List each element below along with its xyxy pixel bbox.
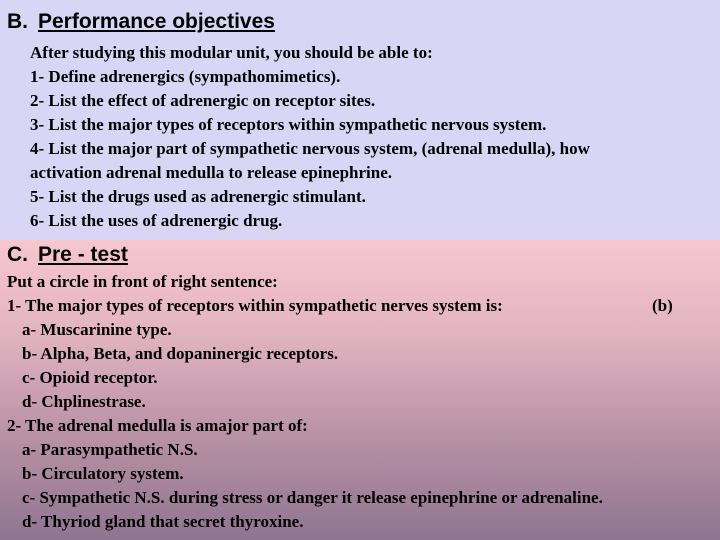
- section-c-letter: C.: [7, 243, 28, 266]
- question-1-answer: (b): [652, 296, 673, 315]
- question-1-option: a- Muscarinine type.: [22, 320, 172, 339]
- section-c-heading: [7, 243, 128, 267]
- objective-item: 5- List the drugs used as adrenergic stimulant.: [30, 187, 366, 206]
- section-c-title: Pre - test: [38, 243, 128, 266]
- section-b-title: Performance objectives: [38, 10, 275, 33]
- objectives-intro: After studying this modular unit, you should be able to:: [30, 43, 433, 62]
- question-2-option: a- Parasympathetic N.S.: [22, 440, 198, 459]
- question-1-option: c- Opioid receptor.: [22, 368, 158, 387]
- pretest-instruction: Put a circle in front of right sentence:: [7, 272, 278, 291]
- question-1-option: b- Alpha, Beta, and dopaninergic receptors.: [22, 344, 339, 363]
- pretest-list: [7, 270, 673, 534]
- objective-item: 1- Define adrenergics (sympathomimetics).: [30, 67, 341, 86]
- question-1-text: 1- The major types of receptors within sympathetic nerves system is:: [7, 296, 503, 315]
- question-2-option: d- Thyriod gland that secret thyroxine.: [22, 512, 304, 531]
- question-2-text: 2- The adrenal medulla is amajor part of:: [7, 416, 308, 435]
- section-b-letter: B.: [7, 10, 28, 33]
- objective-item: 2- List the effect of adrenergic on receptor sites.: [30, 91, 376, 110]
- objective-item: 3- List the major types of receptors within sympathetic nervous system.: [30, 115, 547, 134]
- section-b-heading: [7, 10, 275, 34]
- objective-item-continuation: activation adrenal medulla to release epinephrine.: [30, 163, 393, 182]
- objective-item: 6- List the uses of adrenergic drug.: [30, 211, 283, 230]
- objectives-list: [30, 41, 590, 233]
- question-2-option: c- Sympathetic N.S. during stress or danger it release epinephrine or adrenaline.: [22, 488, 603, 507]
- question-2-option: b- Circulatory system.: [22, 464, 184, 483]
- question-1-option: d- Chplinestrase.: [22, 392, 146, 411]
- question-1: [7, 294, 673, 318]
- objective-item: 4- List the major part of sympathetic nervous system, (adrenal medulla), how: [30, 139, 590, 158]
